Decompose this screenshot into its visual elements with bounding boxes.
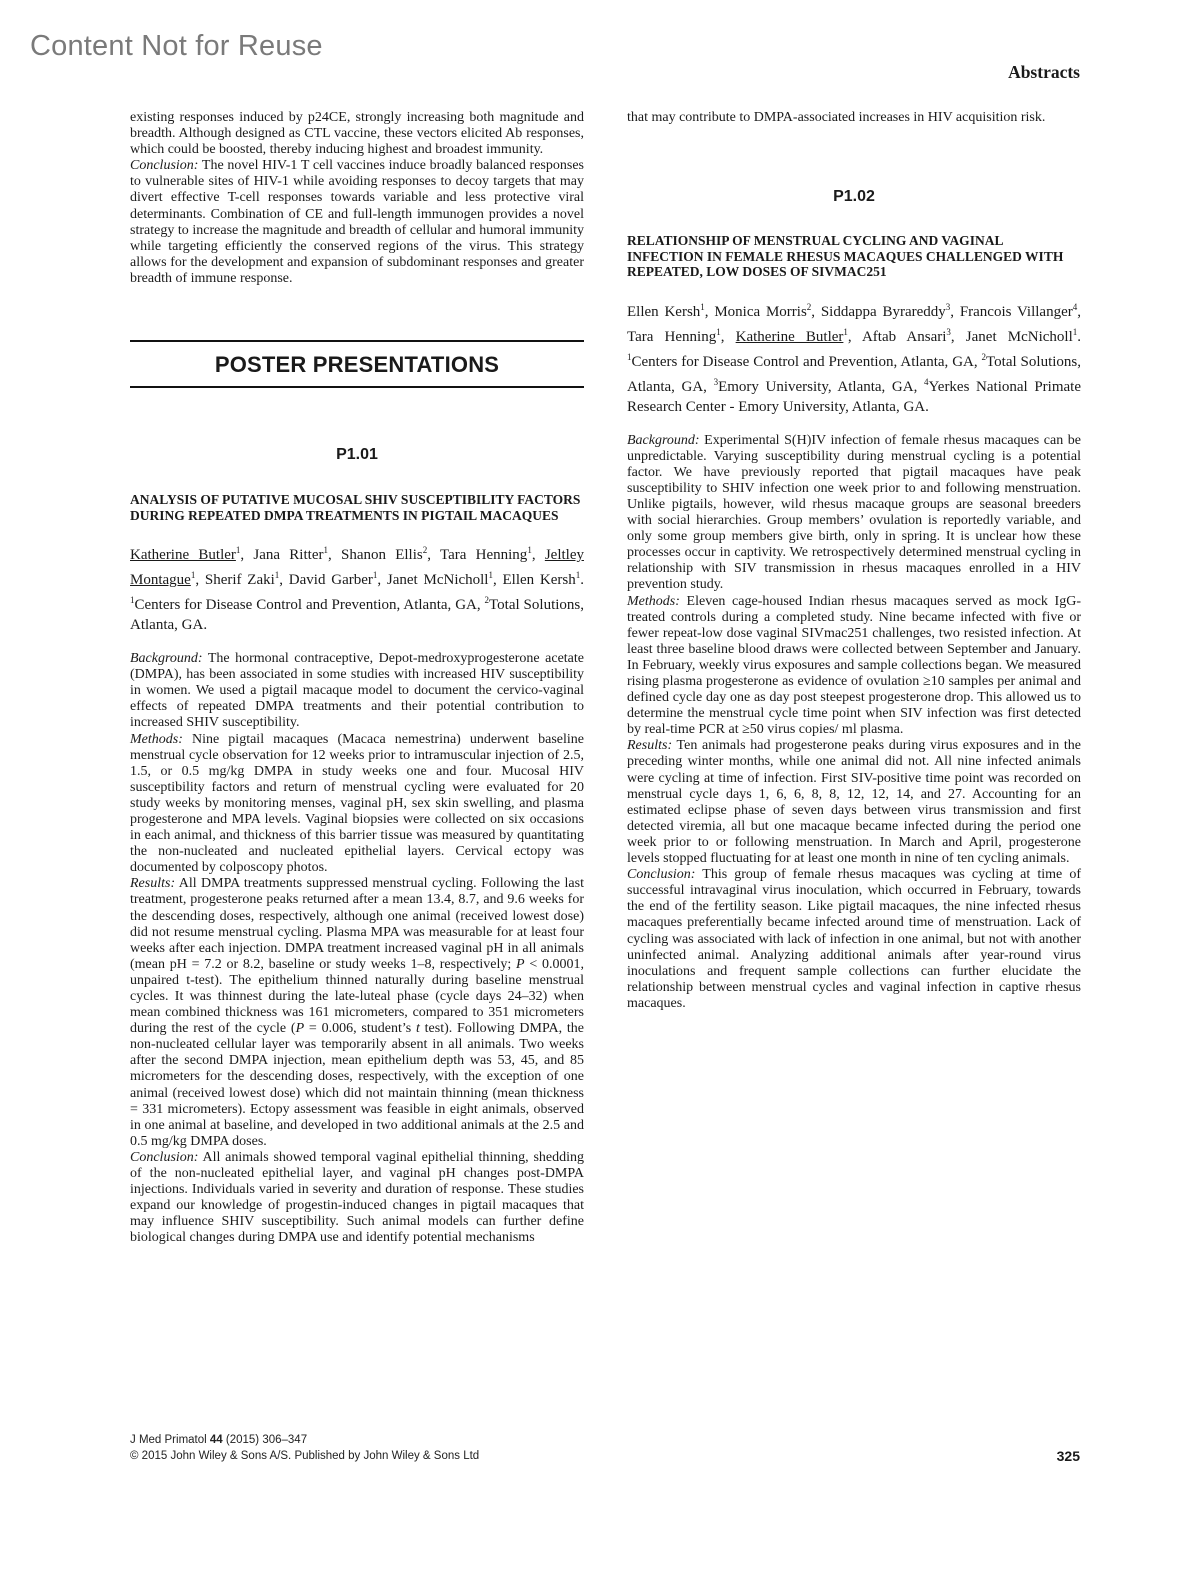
poster-id-p102: P1.02 xyxy=(833,188,875,206)
affil-sup: 2 xyxy=(806,301,812,312)
author-name: , Shanon Ellis xyxy=(327,547,423,564)
separator: , xyxy=(720,328,736,345)
author-name: , David Garber xyxy=(279,572,373,589)
results-paragraph xyxy=(130,876,584,1150)
author-name: , Francois Villanger xyxy=(950,303,1073,320)
background-paragraph xyxy=(130,651,584,731)
results-label: Results: xyxy=(130,876,176,892)
continuation-text: existing responses induced by p24CE, strongly increasing both magnitude and breadth. Although designed as CTL vaccine, these vectors elicited Ab responses, which could be boosted, thereby inducing highest and broadest immunity. xyxy=(130,110,584,158)
results-text: Ten animals had progesterone peaks during virus exposures and in the preceding winter months, while one animal did not. All nine infected animals were cycling at time of infection. First SIV-positive time point was recorded on menstrual cycle days 1, 6, 6, 8, 8, 12, 12, 14, and 27. Accounting for an estimated eclipse phase of seven days between virus transmission and first detected viremia, all but one macaque became infected during the period one week prior to or following menstruation. In March and April, progesterone levels stopped fluctuating for at least one month in nine of ten cycling animals. xyxy=(627,738,1081,867)
footer xyxy=(130,1432,479,1464)
affil-sup: 1 xyxy=(716,326,721,337)
conclusion-paragraph xyxy=(130,158,584,287)
affil-sup: 2 xyxy=(981,351,987,362)
affil-sup: 1 xyxy=(130,595,135,606)
affil-sup: 1 xyxy=(1072,326,1078,337)
methods-text: Nine pigtail macaques (Macaca nemestrina) underwent baseline menstrual cycle observation for 12 weeks prior to intramuscular injection of 2.5, 1.5, or 0.5 mg/kg DMPA in study weeks one and four. Mucosal HIV susceptibility factors and return of menstrual cycling were evaluated for 20 study weeks by monitoring menses, vaginal pH, sex skin swelling, and plasma progesterone and MPA levels. Vaginal biopsies were collected on six occasions in each animal, and thickness of this barrier tissue was measured by quantitating the non-nucleated and nucleated epithelial layers. Cervical ectopy was documented by colposcopy photos. xyxy=(130,731,584,876)
conclusion-label: Conclusion: xyxy=(627,867,696,883)
affil-sup: 1 xyxy=(700,301,705,312)
author-list-p101: Katherine Butler$^1$, Jana Ritter$^1$, Shanon Ellis$^2$, Tara Henning$^1$, Jeltley Montague$^1$, Sherif Zaki$^1$, David Garber$^1$, Janet McNicholl$^1$, Ellen Kersh$^1$. $^1$Centers for Disease Control and Prevention, Atlanta, GA, $^2$Total Solutions, Atlanta, GA. xyxy=(130,545,585,634)
journal-name: J Med Primatol xyxy=(130,1434,210,1446)
results-text: test). Following DMPA, the non-nucleated cellular layer was temporarily absent in all animals. Two weeks after the second DMPA injection, mean epithelium depth was 53, 45, and 85 micrometers for the descending doses, respectively, with the exception of one animal (received lowest dose) which did not maintain thinning (mean thickness = 331 micrometers). Ectopy assessment was feasible in eight animals, observed in one animal at baseline, and developed in two additional animals at the 2.5 and 0.5 mg/kg DMPA doses. xyxy=(130,1021,584,1149)
background-label: Background: xyxy=(130,651,203,667)
running-head: Abstracts xyxy=(1008,62,1080,82)
author-name: , Jana Ritter xyxy=(240,547,324,564)
affiliation: Centers for Disease Control and Prevention, Atlanta, GA, xyxy=(134,597,485,614)
results-text: All DMPA treatments suppressed menstrual cycling. Following the last treatment, progesterone peaks returned after a mean 13.4, 8.7, and 9.6 weeks for the descending doses, respectively, although one animal (received lowest dose) did not resume menstrual cycling. Plasma MPA was measurable for at least four weeks after each injection. DMPA treatment increased vaginal pH in all animals (mean pH = 7.2 or 8.2, baseline or study weeks 1–8, respectively; xyxy=(130,876,584,972)
affil-sup: 3 xyxy=(946,326,951,337)
background-text: Experimental S(H)IV infection of female rhesus macaques can be unpredictable. Varying susceptibility during menstrual cycling is a potential factor. We have previously reported that pigtail macaques have peak susceptibility to SHIV infection one week prior to and following menstruation. Unlike pigtails, however, wild rhesus macaque groups are seasonal breeders with social hierarchies. Group members’ ovulation is reportedly variable, and only some group members give birth, only in spring. It is unclear how these processes occur in captivity. We retrospectively determined menstrual cycling in relationship with SIV transmission in rhesus macaques enrolled in a HIV prevention study. xyxy=(627,432,1081,593)
results-text: = 0.006, student’s xyxy=(304,1021,416,1037)
author-name: Katherine Butler xyxy=(735,328,844,345)
journal-citation xyxy=(130,1432,479,1448)
conclusion-paragraph-p101 xyxy=(130,1150,584,1247)
author-name: , Siddappa Byrareddy xyxy=(811,303,946,320)
affil-sup: 1 xyxy=(190,570,196,581)
conclusion-text: All animals showed temporal vaginal epithelial thinning, shedding of the non-nucleated epithelial layer, and vaginal pH changes post-DMPA injections. Individuals varied in severity and duration of response. These studies expand our knowledge of progestin-induced changes in pigtail macaques that may influence SHIV susceptibility. Such animal models can further define biological changes during DMPA use and identify potential mechanisms xyxy=(130,1149,584,1246)
author-name: , Tara Henning xyxy=(427,547,528,564)
abstract-title-p102: RELATIONSHIP OF MENSTRUAL CYCLING AND VAGINAL INFECTION IN FEMALE RHESUS MACAQUES CHALLENGED WITH REPEATED, LOW DOSES OF SIVMAC251 xyxy=(627,233,1064,280)
background-label: Background: xyxy=(627,432,700,448)
author-name: , Monica Morris xyxy=(704,303,807,320)
copyright-notice: © 2015 John Wiley & Sons A/S. Published by John Wiley & Sons Ltd xyxy=(130,1450,480,1462)
affiliation: Emory University, Atlanta, GA, xyxy=(718,378,924,395)
author-name: , Aftab Ansari xyxy=(847,328,947,345)
affil-sup: 1 xyxy=(575,570,581,581)
affiliation: Yerkes National Primate Research Center - Emory University, Atlanta, GA. xyxy=(627,378,1081,415)
background-text: The hormonal contraceptive, Depot-medroxyprogesterone acetate (DMPA), has been associated in some studies with increased HIV susceptibility in women. We used a pigtail macaque model to document the cervico-vaginal effects of repeated DMPA treatments and their potential contribution to increased SHIV susceptibility. xyxy=(130,651,584,731)
author-name: Jeltley Montague xyxy=(130,547,584,589)
journal-volume: 44 xyxy=(209,1434,223,1446)
conclusion-text: The novel HIV-1 T cell vaccines induce broadly balanced responses to vulnerable sites of HIV-1 while avoiding responses to decoy targets that may divert effective T-cell responses towards variable and less protective viral determinants. Combination of CE and full-length immunogen provides a novel strategy to increase the magnitude and breadth of cellular and humoral immunity while targeting efficiently the conserved regions of the virus. This strategy allows for the development and expansion of subdominant responses and greater breadth of immune response. xyxy=(130,158,584,286)
affil-sup: 4 xyxy=(923,376,929,387)
conclusion-label: Conclusion: xyxy=(130,158,199,174)
affil-sup: 2 xyxy=(422,545,428,556)
results-label: Results: xyxy=(627,738,673,754)
methods-text: Eleven cage-housed Indian rhesus macaques served as mock IgG- treated controls during a completed study. Nine became infected with five or fewer repeat-low dose vaginal SIVmac251 challenges, two resisted infection. At least three baseline blood draws were collected between September and January. In February, weekly virus exposures and sample collections began. We measured rising plasma progesterone as evidence of ovulation ≥10 samples per animal and defined cycle day one as day post steepest progesterone drop. This allowed us to determine the menstrual cycle time point when SIV infection was first detected by real-time PCR at ≥50 virus copies/ ml plasma. xyxy=(627,593,1081,738)
right-column xyxy=(627,110,1081,1012)
continuation-text: that may contribute to DMPA-associated increases in HIV acquisition risk. xyxy=(627,110,1046,125)
separator: . xyxy=(580,572,585,589)
methods-paragraph xyxy=(627,594,1081,739)
author-name: , Janet McNicholl xyxy=(950,328,1073,345)
affil-sup: 1 xyxy=(235,545,241,556)
author-name: Katherine Butler xyxy=(130,547,236,564)
methods-label: Methods: xyxy=(130,731,183,747)
background-paragraph xyxy=(627,433,1081,594)
affiliation: Centers for Disease Control and Prevention, Atlanta, GA, xyxy=(631,353,982,370)
affiliation: Total Solutions, Atlanta, GA, xyxy=(627,353,1081,395)
affil-sup: 1 xyxy=(527,545,532,556)
author-name: , Ellen Kersh xyxy=(492,572,576,589)
affil-sup: 3 xyxy=(713,376,719,387)
methods-label: Methods: xyxy=(627,593,680,609)
affil-sup: 4 xyxy=(1072,301,1078,312)
journal-pages: (2015) 306–347 xyxy=(222,1434,308,1446)
poster-id-p101: P1.01 xyxy=(336,446,378,464)
results-text: < 0.0001, unpaired t-test). The epithelium thinned naturally during baseline menstrual cycles. It was thinnest during the late-luteal phase (cycle days 24–32) when mean combined thickness was 161 micrometers, compared to 351 micrometers during the rest of the cycle ( xyxy=(130,956,584,1037)
conclusion-label: Conclusion: xyxy=(130,1149,199,1165)
affil-sup: 1 xyxy=(843,326,848,337)
affil-sup: 1 xyxy=(627,351,632,362)
conclusion-text: This group of female rhesus macaques was cycling at time of successful intravaginal virus inoculation, which occurred in February, towards the end of the fertility season. Like pigtail macaques, the nine infected rhesus macaques preferentially became infected around time of menstruation. Lack of cycling was associated with lack of infection in one animal, but not with another uninfected animal. Analyzing additional animals after year-round virus inoculations and frequent sample collections can further elucidate the relationship between menstrual cycles and vaginal infection in captive rhesus macaques. xyxy=(627,867,1081,1011)
watermark: Content Not for Reuse xyxy=(30,30,323,62)
author-list-p102: Ellen Kersh$^1$, Monica Morris$^2$, Siddappa Byrareddy$^3$, Francois Villanger$^4$, Tara Henning$^1$, Katherine Butler$^1$, Aftab Ansari$^3$, Janet McNicholl$^1$. $^1$Centers for Disease Control and Prevention, Atlanta, GA, $^2$Total Solutions, Atlanta, GA, $^3$Emory University, Atlanta, GA, $^4$Yerkes National Primate Research Center - Emory University, Atlanta, GA. xyxy=(627,301,1081,415)
author-name: , Tara Henning xyxy=(627,303,1081,345)
stat-symbol: P xyxy=(516,956,525,972)
author-name: Ellen Kersh xyxy=(627,303,701,320)
affil-sup: 1 xyxy=(323,545,328,556)
affil-sup: 1 xyxy=(488,570,493,581)
affil-sup: 1 xyxy=(372,570,378,581)
stat-symbol: t xyxy=(415,1021,420,1037)
affiliation: Total Solutions, Atlanta, GA. xyxy=(130,597,584,634)
author-name: , Janet McNicholl xyxy=(377,572,489,589)
stat-symbol: P xyxy=(295,1021,305,1037)
affil-sup: 2 xyxy=(484,595,490,606)
conclusion-paragraph-p102 xyxy=(627,867,1081,1012)
page-number: 325 xyxy=(1056,1448,1080,1464)
results-paragraph xyxy=(627,738,1081,867)
methods-paragraph xyxy=(130,732,584,877)
author-name: , Sherif Zaki xyxy=(195,572,275,589)
abstract-title-p101: ANALYSIS OF PUTATIVE MUCOSAL SHIV SUSCEPTIBILITY FACTORS DURING REPEATED DMPA TREATMENTS IN PIGTAIL MACAQUES xyxy=(130,492,581,523)
affil-sup: 3 xyxy=(945,301,951,312)
left-column xyxy=(130,110,584,1247)
affil-sup: 1 xyxy=(274,570,280,581)
section-title: POSTER PRESENTATIONS xyxy=(214,352,500,378)
